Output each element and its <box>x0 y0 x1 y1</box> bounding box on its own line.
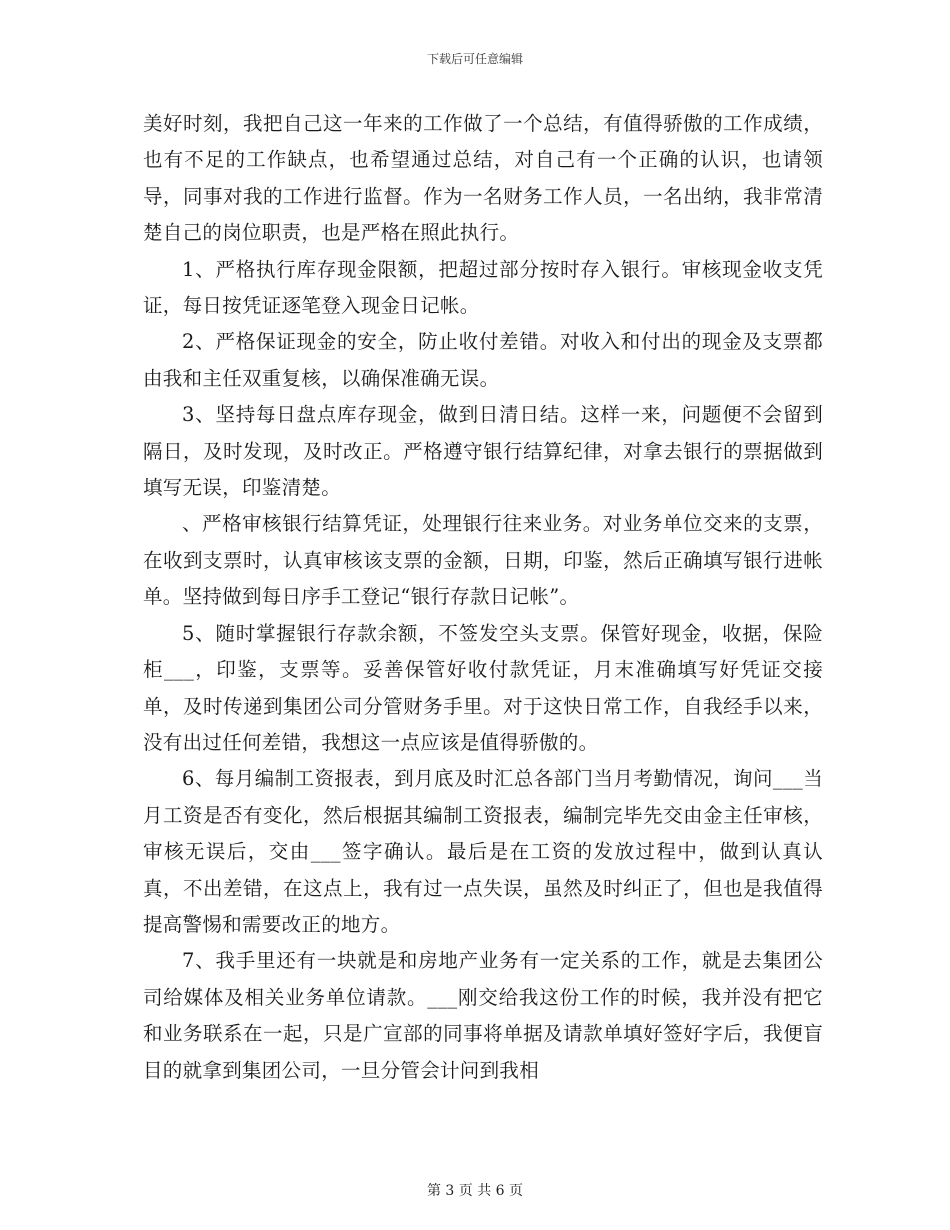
paragraph-item-5: 5、随时掌握银行存款余额，不签发空头支票。保管好现金，收据，保险柜___，印鉴，支票等。妥善保管好收付款凭证，月末准确填写好凭证交接单，及时传递到集团公司分管财务手里。对于这快日常工作，自我经手以来，没有出过任何差错，我想这一点应该是值得骄傲的。 <box>143 621 823 754</box>
document-body <box>143 106 823 1089</box>
paragraph-item-3: 3、坚持每日盘点库存现金，做到日清日结。这样一来，问题便不会留到隔日，及时发现，及时改正。严格遵守银行结算纪律，对拿去银行的票据做到填写无误，印鉴清楚。 <box>143 403 823 500</box>
page-footer: 第 3 页 共 6 页 <box>426 1183 524 1199</box>
paragraph-item-6: 6、每月编制工资报表，到月底及时汇总各部门当月考勤情况，询问___当月工资是否有变化，然后根据其编制工资报表，编制完毕先交由金主任审核，审核无误后，交由___签字确认。最后是在工资的发放过程中，做到认真认真，不出差错，在这点上，我有过一点失误，虽然及时纠正了，但也是我值得提高警惕和需要改正的地方。 <box>143 767 823 936</box>
paragraph-item-4: 、严格审核银行结算凭证，处理银行往来业务。对业务单位交来的支票，在收到支票时，认真审核该支票的金额，日期，印鉴，然后正确填写银行进帐单。坚持做到每日序手工登记“银行存款日记帐”。 <box>143 512 823 609</box>
paragraph-intro: 美好时刻，我把自己这一年来的工作做了一个总结，有值得骄傲的工作成绩，也有不足的工作缺点，也希望通过总结，对自己有一个正确的认识，也请领导，同事对我的工作进行监督。作为一名财务工作人员，一名出纳，我非常清楚自己的岗位职责，也是严格在照此执行。 <box>143 112 823 245</box>
paragraph-item-2: 2、严格保证现金的安全，防止收付差错。对收入和付出的现金及支票都由我和主任双重复核，以确保准确无误。 <box>143 330 823 390</box>
paragraph-item-1: 1、严格执行库存现金限额，把超过部分按时存入银行。审核现金收支凭证，每日按凭证逐笔登入现金日记帐。 <box>143 257 823 318</box>
page-header: 下载后可任意编辑 <box>426 52 523 66</box>
paragraph-item-7: 7、我手里还有一块就是和房地产业务有一定关系的工作，就是去集团公司给媒体及相关业务单位请款。___刚交给我这份工作的时候，我并没有把它和业务联系在一起，只是广宣部的同事将单据及请款单填好签好字后，我便盲目的就拿到集团公司，一旦分管会计问到我相 <box>143 949 823 1082</box>
